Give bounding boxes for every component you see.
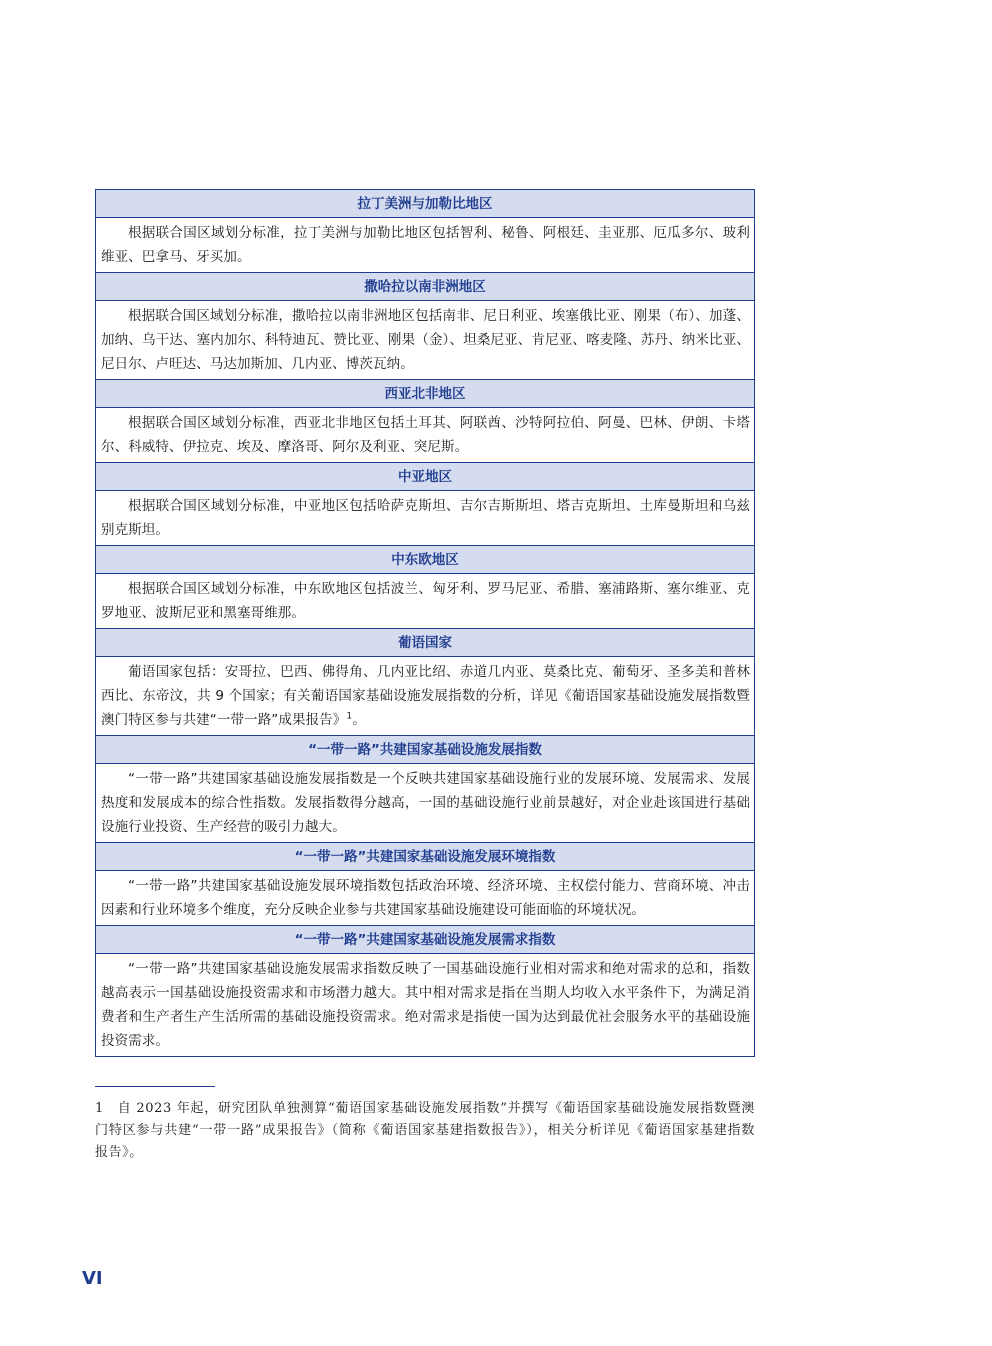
section-text: “一带一路”共建国家基础设施发展需求指数反映了一国基础设施行业相对需求和绝对需求的总和，指数越高表示一国基础设施投资需求和市场潜力越大。其中相对需求是指在当期人均收入水平条件下，为满足消费者和生产者生产生活所需的基础设施投资需求。绝对需求是指使一国为达到最优社会服务水平的基础设施投资需求。 — [101, 961, 750, 1049]
footnote: 1 自 2023 年起，研究团队单独测算“葡语国家基础设施发展指数”并撰写《葡语国家基础设施发展指数暨澳门特区参与共建“一带一路”成果报告》（简称《葡语国家基建指数报告》），相关分析详见《葡语国家基建指数报告》。 — [95, 1101, 755, 1160]
section-text: 根据联合国区域划分标准，中东欧地区包括波兰、匈牙利、罗马尼亚、希腊、塞浦路斯、塞尔维亚、克罗地亚、波斯尼亚和黑塞哥维那。 — [96, 574, 754, 629]
section-title: 葡语国家 — [96, 629, 754, 657]
section-title: 中东欧地区 — [96, 546, 754, 574]
section-title: “一带一路”共建国家基础设施发展环境指数 — [96, 843, 754, 871]
section-title: 拉丁美洲与加勒比地区 — [96, 190, 754, 218]
section-portuguese-speaking — [96, 629, 754, 736]
section-text: 根据联合国区域划分标准，中亚地区包括哈萨克斯坦、吉尔吉斯斯坦、塔吉克斯坦、土库曼斯坦和乌兹别克斯坦。 — [96, 491, 754, 546]
footnote-divider — [95, 1086, 215, 1087]
footnote-marker[interactable]: 1 — [346, 711, 353, 722]
section-latin-america — [96, 190, 754, 273]
section-title: 中亚地区 — [96, 463, 754, 491]
section-text: “一带一路”共建国家基础设施发展指数是一个反映共建国家基础设施行业的发展环境、发展需求、发展热度和发展成本的综合性指数。发展指数得分越高，一国的基础设施行业前景越好，对企业赴该国进行基础设施行业投资、生产经营的吸引力越大。 — [96, 764, 754, 843]
section-sub-saharan-africa — [96, 273, 754, 380]
section-west-asia-north-africa — [96, 380, 754, 463]
section-text: 根据联合国区域划分标准，西亚北非地区包括土耳其、阿联酋、沙特阿拉伯、阿曼、巴林、伊朗、卡塔尔、科威特、伊拉克、埃及、摩洛哥、阿尔及利亚、突尼斯。 — [96, 408, 754, 463]
section-title: “一带一路”共建国家基础设施发展指数 — [96, 736, 754, 764]
section-text: “一带一路”共建国家基础设施发展环境指数包括政治环境、经济环境、主权偿付能力、营商环境、冲击因素和行业环境多个维度，充分反映企业参与共建国家基础设施建设可能面临的环境状况。 — [96, 871, 754, 926]
section-title: “一带一路”共建国家基础设施发展需求指数 — [96, 926, 754, 954]
section-text: 根据联合国区域划分标准，撒哈拉以南非洲地区包括南非、尼日利亚、埃塞俄比亚、刚果（布）、加蓬、加纳、乌干达、塞内加尔、科特迪瓦、赞比亚、刚果（金）、坦桑尼亚、肯尼亚、喀麦隆、苏丹、纳米比亚、尼日尔、卢旺达、马达加斯加、几内亚、博茨瓦纳。 — [96, 301, 754, 380]
section-central-asia — [96, 463, 754, 546]
page-number: VI — [82, 1268, 103, 1289]
section-text: 葡语国家包括：安哥拉、巴西、佛得角、几内亚比绍、赤道几内亚、莫桑比克、葡萄牙、圣多美和普林西比、东帝汶，共 9 个国家；有关葡语国家基础设施发展指数的分析，详见《葡语国家基础设施发展指数暨澳门特区参与共建“一带一路”成果报告》 — [101, 664, 750, 728]
definitions-table — [95, 189, 755, 1057]
section-development-index — [96, 736, 754, 843]
section-environment-index — [96, 843, 754, 926]
section-text-tail: 。 — [352, 712, 366, 728]
section-text: 根据联合国区域划分标准，拉丁美洲与加勒比地区包括智利、秘鲁、阿根廷、圭亚那、厄瓜多尔、玻利维亚、巴拿马、牙买加。 — [96, 218, 754, 273]
section-text-with-footnote — [96, 657, 754, 736]
section-title: 西亚北非地区 — [96, 380, 754, 408]
section-demand-index — [96, 926, 754, 1056]
section-title: 撒哈拉以南非洲地区 — [96, 273, 754, 301]
section-central-eastern-europe — [96, 546, 754, 629]
